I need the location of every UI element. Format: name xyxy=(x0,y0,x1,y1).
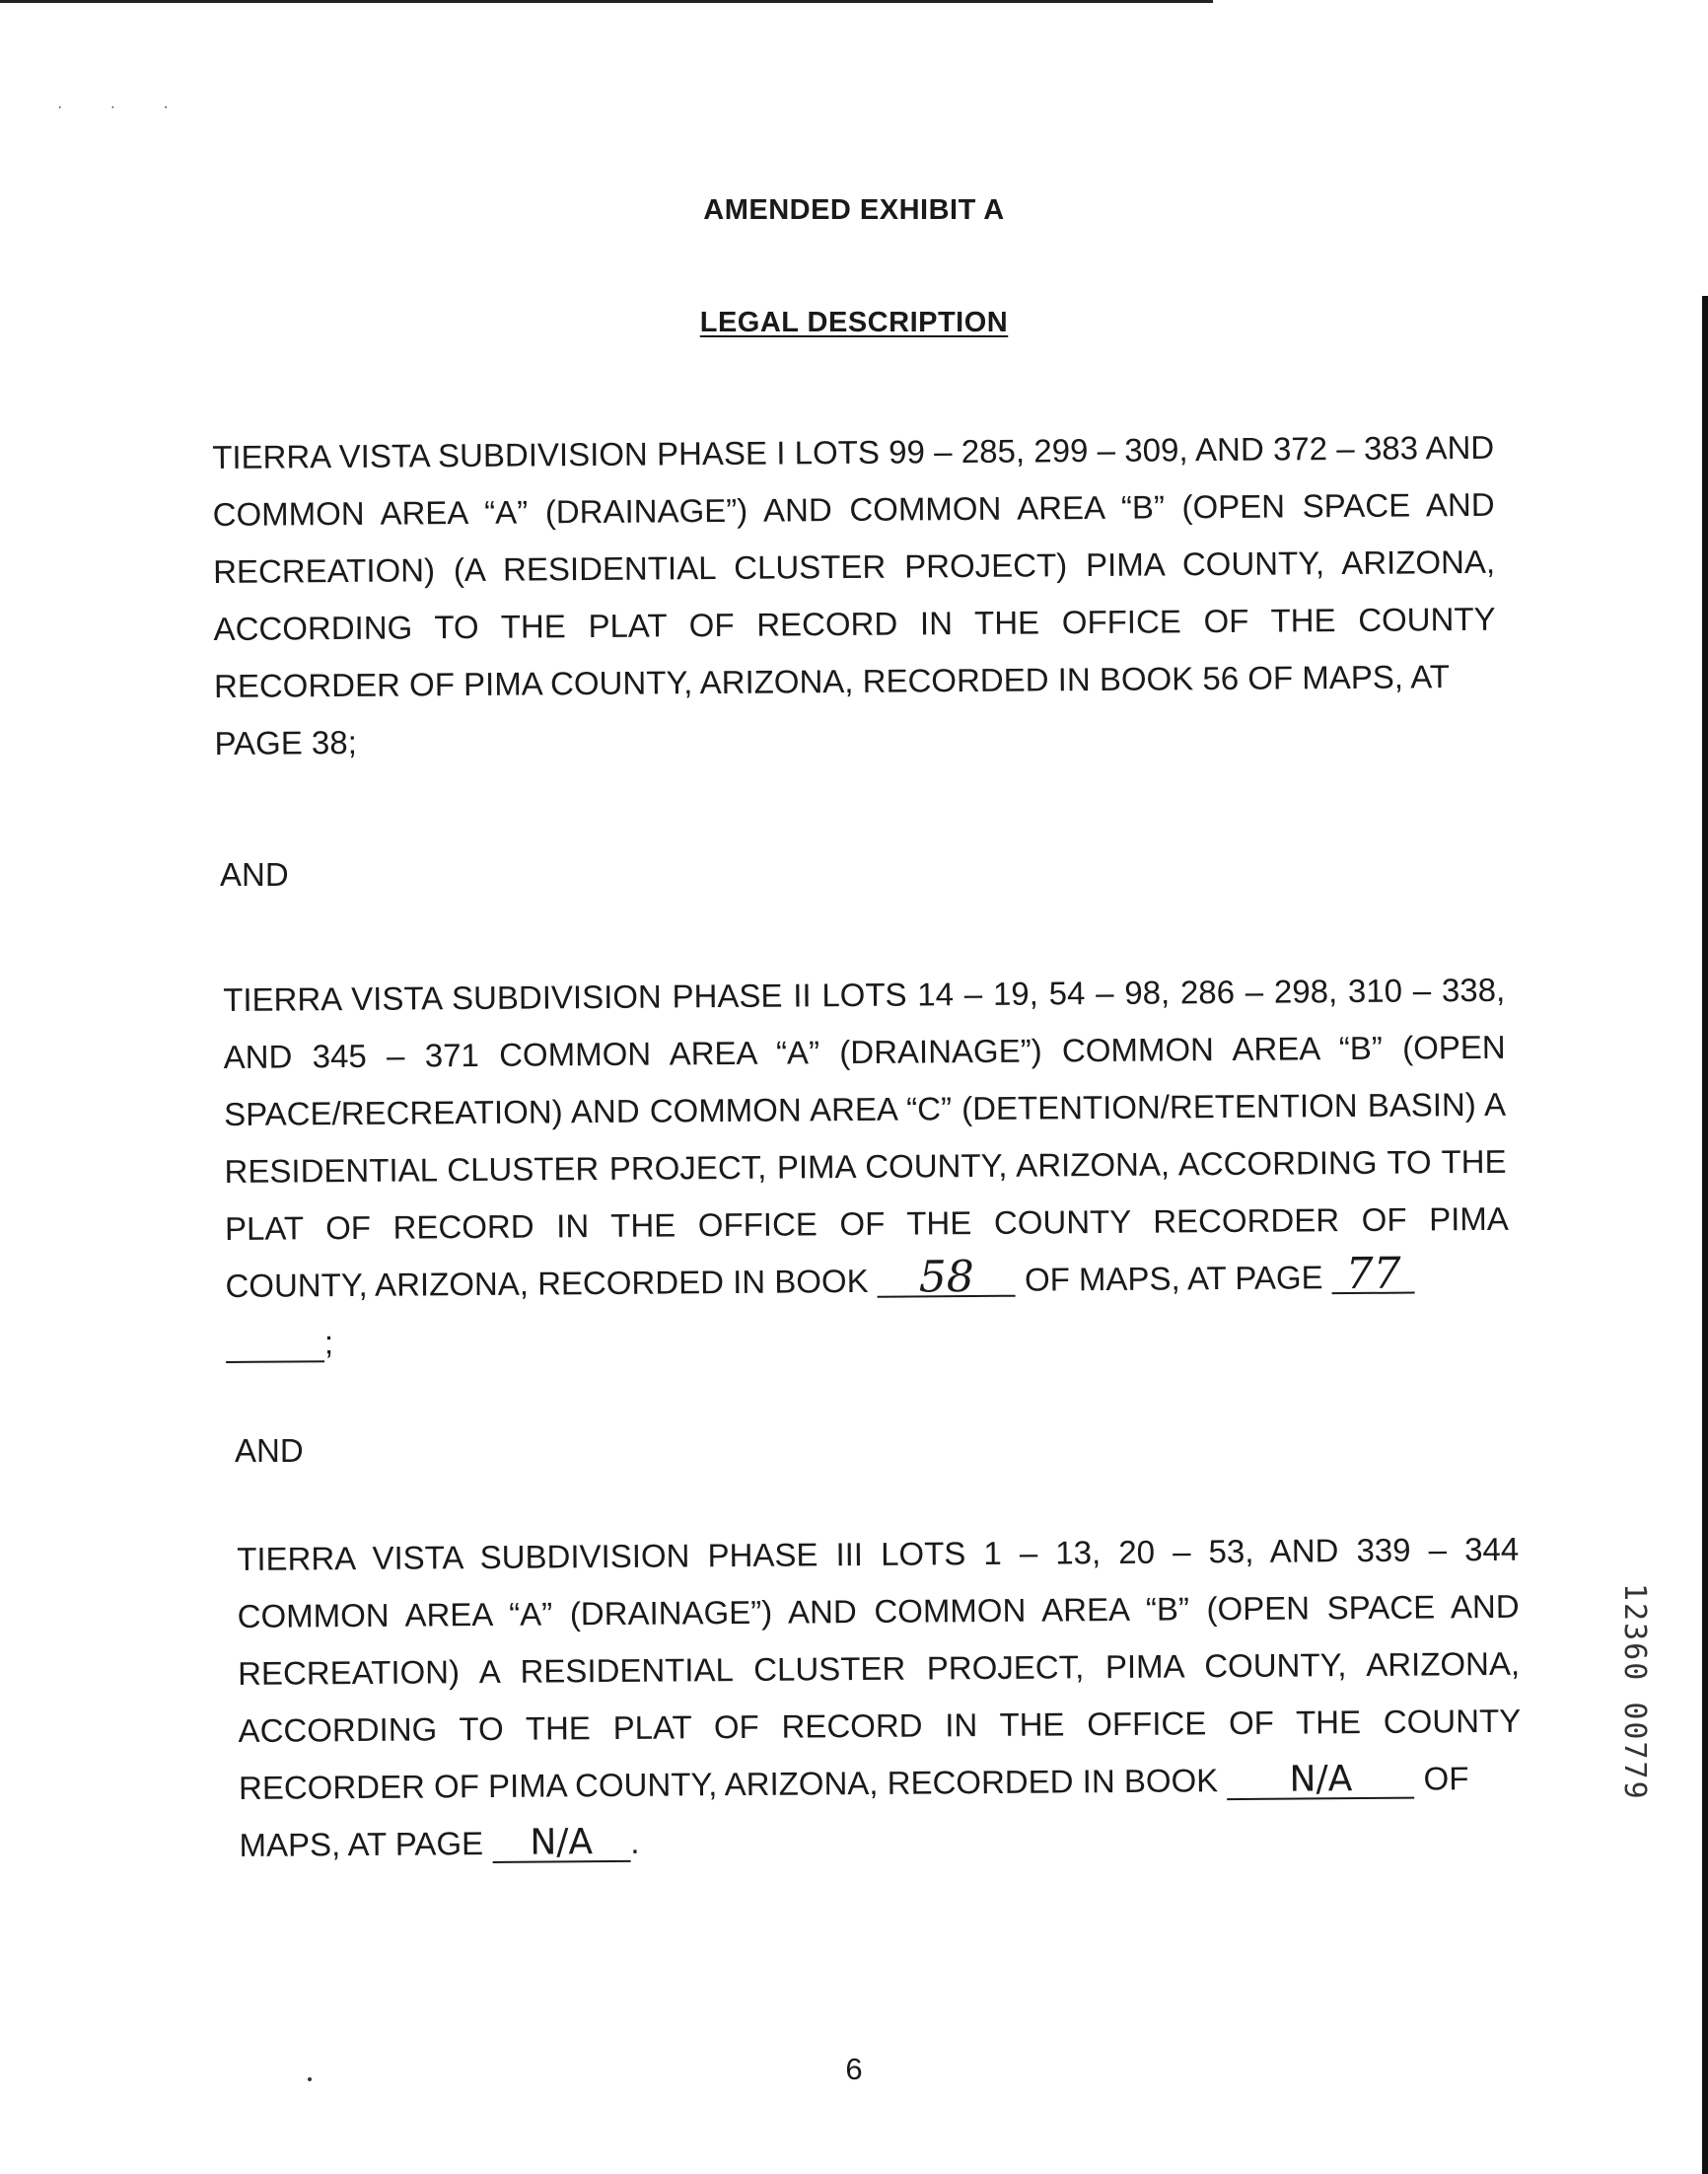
phase-3-book-prefix: RECORDER OF PIMA COUNTY, ARIZONA, RECORDED IN BOOK xyxy=(238,1762,1219,1806)
subtitle-text: LEGAL DESCRIPTION xyxy=(699,307,1009,338)
phase-2-book-blank: 58 xyxy=(878,1260,1016,1298)
phase-2-description xyxy=(223,962,1508,1372)
phase-2-page-prefix: OF MAPS, AT PAGE xyxy=(1024,1259,1323,1298)
phase-3-page-blank: N/A xyxy=(492,1825,630,1863)
phase-2-page-blank: 77 xyxy=(1332,1257,1415,1295)
side-document-number: 12360 00779 xyxy=(1617,1583,1652,1801)
phase-2-end-punct: ; xyxy=(323,1324,334,1361)
phase-1-text: TIERRA VISTA SUBDIVISION PHASE I LOTS 99 – 285, 299 – 309, AND 372 – 383 AND COMMON AREA “A” (DRAINAGE”) AND COMMON AREA “B” (OPEN SPACE AND RECREATION) (A RESIDENTIAL CLUSTER PROJECT) PIMA COUNTY, ARIZONA, ACCORDING TO THE PLAT OF RECORD IN THE OFFICE OF THE COUNTY RECORDER OF PIMA COUNTY, ARIZONA, RECORDED IN BOOK 56 OF MAPS, AT xyxy=(212,428,1496,704)
scan-edge-top xyxy=(0,0,1213,3)
scan-specks: · · · xyxy=(57,99,190,115)
phase-3-book-blank: N/A xyxy=(1227,1762,1414,1800)
phase-2-text: TIERRA VISTA SUBDIVISION PHASE II LOTS 14 – 19, 54 – 98, 286 – 298, 310 – 338, AND 345 – 371 COMMON AREA “A” (DRAINAGE”) COMMON AREA “B” (OPEN SPACE/RECREATION) AND COMMON AREA “C” (DETENTION/RETENTION BASIN) A RESIDENTIAL CLUSTER PROJECT, PIMA COUNTY, ARIZONA, ACCORDING TO THE PLAT OF RECORD IN THE OFFICE OF THE COUNTY RECORDER OF PIMA xyxy=(223,971,1508,1247)
conjunction-and-1: AND xyxy=(220,856,289,893)
scan-speck xyxy=(308,2077,312,2081)
document-subtitle xyxy=(0,307,1708,339)
conjunction-and-2: AND xyxy=(235,1432,304,1469)
phase-3-end-punct: . xyxy=(630,1823,640,1860)
phase-3-book-suffix: OF xyxy=(1423,1760,1469,1797)
page-number: 6 xyxy=(845,2052,863,2086)
phase-2-empty-blank xyxy=(226,1325,324,1363)
phase-1-last-line: PAGE 38; xyxy=(214,723,357,761)
phase-3-page-prefix: MAPS, AT PAGE xyxy=(239,1825,484,1863)
scan-edge-right xyxy=(1702,296,1708,2174)
phase-3-description xyxy=(237,1521,1522,1874)
phase-1-description xyxy=(212,419,1497,772)
phase-3-text: TIERRA VISTA SUBDIVISION PHASE III LOTS 1 – 13, 20 – 53, AND 339 – 344 COMMON AREA “A” (DRAINAGE”) AND COMMON AREA “B” (OPEN SPACE AND RECREATION) A RESIDENTIAL CLUSTER PROJECT, PIMA COUNTY, ARIZONA, ACCORDING TO THE PLAT OF RECORD IN THE OFFICE OF THE COUNTY xyxy=(237,1530,1521,1749)
phase-2-book-prefix: COUNTY, ARIZONA, RECORDED IN BOOK xyxy=(225,1262,869,1304)
document-title: AMENDED EXHIBIT A xyxy=(703,194,1005,226)
